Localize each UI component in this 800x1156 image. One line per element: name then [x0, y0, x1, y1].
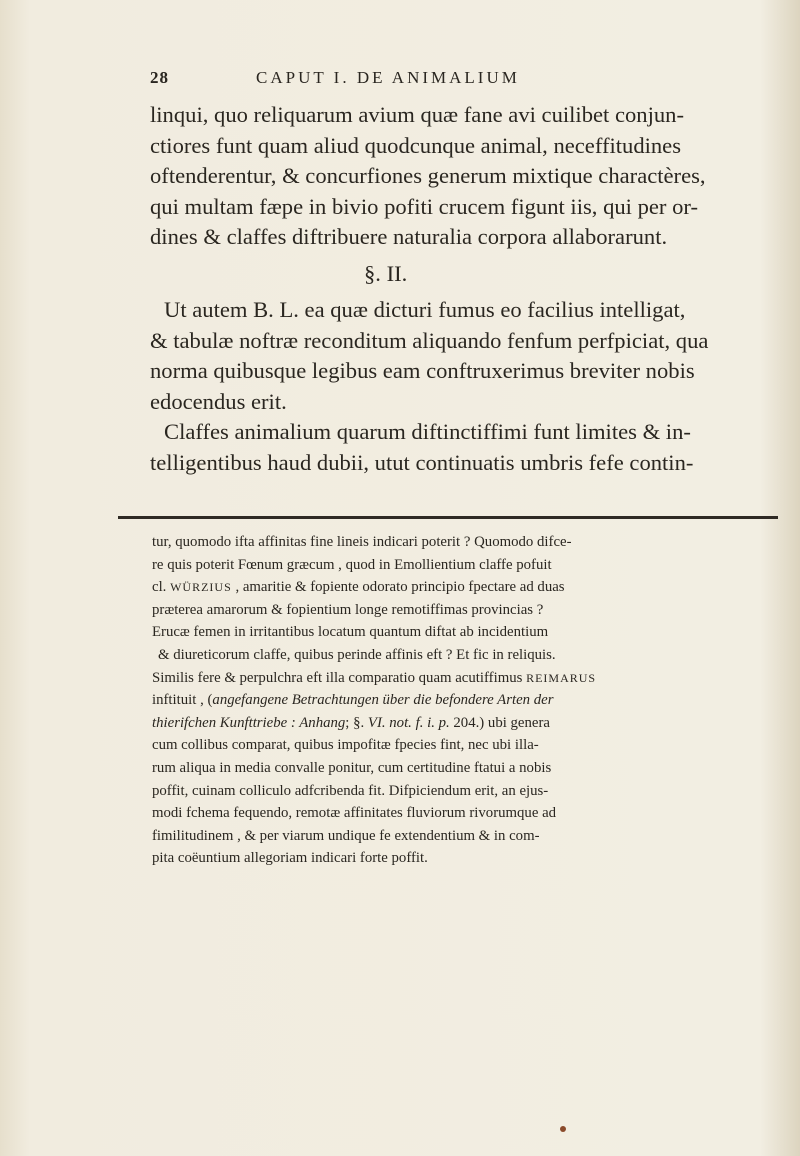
text-line: oftenderentur, & concurfiones generum mixtique charactères,	[150, 163, 706, 188]
text-line: & tabulæ noftræ reconditum aliquando fenfum perfpiciat, qua	[150, 327, 709, 353]
footnote-line: cl. WÜRZIUS , amaritie & fopiente odorato principio fpectare ad duas	[152, 579, 565, 596]
author-name: WÜRZIUS	[170, 580, 232, 595]
author-name: REIMARUS	[526, 670, 597, 685]
footnote-line: & diureticorum claffe, quibus perinde affinis eft ? Et fic in reliquis.	[158, 646, 556, 663]
text-line: Claffes animalium quarum diftinctiffimi funt limites & in-	[164, 419, 691, 444]
text-line: telligentibus haud dubii, utut continuatis umbris fefe contin-	[150, 449, 694, 475]
ink-spot	[560, 1126, 566, 1132]
footnote-line: præterea amarorum & fopientium longe remotiffimas provincias ?	[152, 601, 544, 618]
footnote-line: fimilitudinem , & per viarum undique fe extendentium & in com-	[152, 827, 540, 844]
text-line: ctiores funt quam aliud quodcunque animal, neceffitudines	[150, 132, 682, 158]
text-line: edocendus erit.	[150, 388, 287, 414]
footnote-line: inftituit , (angefangene Betrachtungen über die befondere Arten der	[152, 692, 554, 709]
book-title: thierifchen Kunfttriebe : Anhang	[152, 714, 346, 731]
running-title: CAPUT I. DE ANIMALIUM	[256, 68, 520, 87]
footnote	[152, 531, 792, 870]
footnote-line: rum aliqua in media convalle ponitur, cum certitudine ftatui a nobis	[152, 759, 552, 776]
footnote-line: cum collibus comparat, quibus impofitæ fpecies fint, nec ubi illa-	[152, 737, 539, 754]
text-line: Ut autem B. L. ea quæ dicturi fumus eo facilius intelligat,	[164, 297, 686, 322]
text-line: linqui, quo reliquarum avium quæ fane avi cuilibet conjun-	[150, 102, 684, 127]
footnote-line: re quis poterit Fœnum græcum , quod in Emollientium claffe pofuit	[152, 556, 552, 573]
main-text	[150, 100, 790, 478]
text-line: norma quibusque legibus eam conftruxerimus breviter nobis	[150, 358, 695, 383]
text-line: dines & claffes diftribuere naturalia corpora allaborarunt.	[150, 224, 668, 249]
footnote-line: poffit, cuinam colliculo adfcribenda fit. Difpiciendum erit, an ejus-	[152, 782, 549, 799]
book-title: angefangene Betrachtungen über die befondere Arten der	[212, 692, 554, 709]
footnote-line: Similis fere & perpulchra eft illa comparatio quam acutiffimus REIMARUS	[152, 669, 597, 686]
footnote-line: modi fchema fequendo, remotæ affinitates fluviorum rivorumque ad	[152, 805, 557, 822]
footnote-line: thierifchen Kunfttriebe : Anhang; §. VI. not. f. i. p. 204.) ubi genera	[152, 714, 550, 731]
footnote-line: pita coëuntium allegoriam indicari forte poffit.	[152, 850, 428, 867]
text-line: qui multam fæpe in bivio pofiti crucem figunt iis, qui per or-	[150, 193, 698, 219]
footnote-line: Erucæ femen in irritantibus locatum quantum diftat ab incidentium	[152, 624, 549, 641]
footnote-line: tur, quomodo ifta affinitas fine lineis indicari poterit ? Quomodo difce-	[152, 534, 572, 550]
footnote-divider	[118, 516, 778, 519]
page-number: 28	[150, 68, 169, 87]
section-heading: §. II.	[364, 260, 408, 286]
